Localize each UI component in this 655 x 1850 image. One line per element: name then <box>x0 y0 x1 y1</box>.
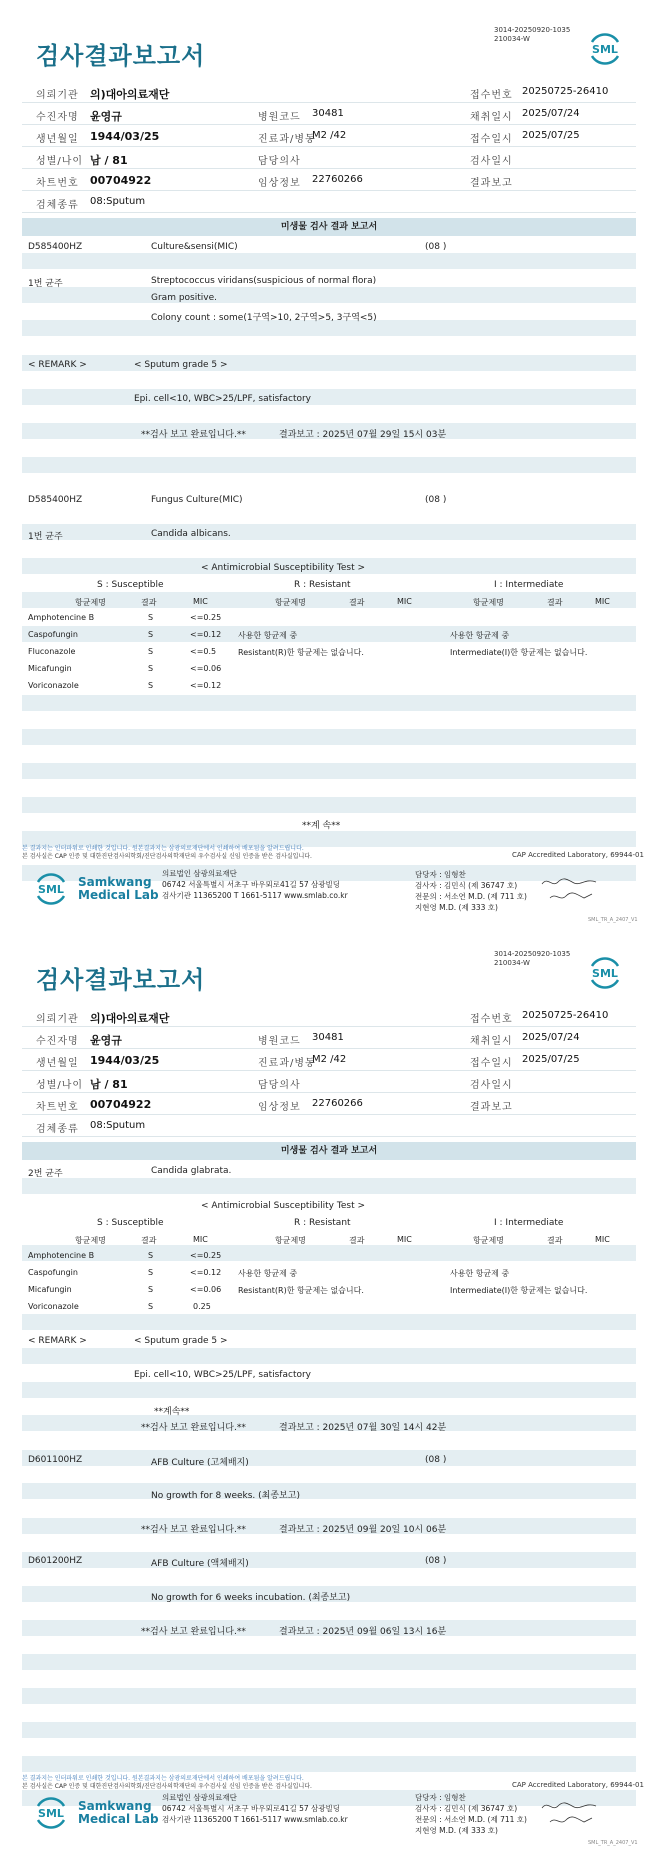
test-code: D601200HZ <box>28 1556 83 1566</box>
section-title: 미생물 검사 결과 보고서 <box>22 218 636 236</box>
drug-result: S <box>148 1268 154 1277</box>
header-row: 수진자명 윤영규 병원코드 30481 채취일시 2025/07/24 <box>22 103 636 125</box>
specimen-code: (08 ) <box>425 495 447 505</box>
document-number: 3014-20250920-1035 210034-W <box>494 950 571 967</box>
drug-mic: 0.25 <box>193 1302 211 1311</box>
report-time: 결과보고 : 2025년 07월 30일 14시 42분 <box>279 1423 447 1433</box>
ast-legend-susceptible: S : Susceptible <box>97 580 164 590</box>
test-name: Fungus Culture(MIC) <box>151 495 243 505</box>
col-result: 결과 <box>141 1236 157 1245</box>
svg-text:SML: SML <box>592 43 618 56</box>
test-name: AFB Culture (고체배지) <box>151 1458 249 1468</box>
lab-address: 의료법인 삼광의료재단 06742 서울특별시 서초구 바우뫼로41길 57 삼광빌딩 검사기관 11365200 T 1661-5117 www.smlab.co.kr <box>162 1793 348 1824</box>
continued-marker: **계 속** <box>302 821 341 831</box>
col-mic: MIC <box>397 1235 412 1244</box>
resistant-note: 사용한 항균제 중 <box>238 631 298 640</box>
drug-result: S <box>148 647 154 656</box>
drug-result: S <box>148 630 154 639</box>
report-complete: **검사 보고 완료입니다.** <box>141 1525 246 1535</box>
certification-notice: 본 검사실은 CAP 인증 및 대한진단검사의학회/진단검사의학재단의 우수검사실 신임 인증을 받은 검사실입니다. <box>22 853 312 860</box>
ast-legend-susceptible: S : Susceptible <box>97 1218 164 1228</box>
drug-name: Caspofungin <box>28 1268 78 1277</box>
drug-mic: <=0.06 <box>190 664 222 673</box>
signatories: 담당자 : 임형찬 검사자 : 김민식 (제 36747 호) 전문의 : 서소연 M.D. (제 711 호) 지현영 M.D. (제 333 호) <box>415 1793 527 1835</box>
organism-name: Candida albicans. <box>151 529 231 539</box>
header-row: 생년월일 1944/03/25 진료과/병동 M2 /42 접수일시 2025/07/25 <box>22 1049 636 1071</box>
ast-title: < Antimicrobial Susceptibility Test > <box>201 1201 365 1211</box>
drug-mic: <=0.25 <box>190 613 222 622</box>
lab-address: 의료법인 삼광의료재단 06742 서울특별시 서초구 바우뫼로41길 57 삼광빌딩 검사기관 11365200 T 1661-5117 www.smlab.co.kr <box>162 869 348 900</box>
sml-logo-icon <box>588 32 622 66</box>
sml-logo-icon <box>34 1796 68 1830</box>
drug-name: Micafungin <box>28 664 72 673</box>
report-time: 결과보고 : 2025년 09월 20일 10시 06분 <box>279 1525 447 1535</box>
ast-legend-intermediate: I : Intermediate <box>494 580 564 590</box>
patient-info-header <box>22 1005 636 1137</box>
ast-title: < Antimicrobial Susceptibility Test > <box>201 563 365 573</box>
drug-result: S <box>148 613 154 622</box>
intermediate-note: Intermediate(I)한 항균제는 없습니다. <box>450 1286 588 1295</box>
organism-name: Streptococcus viridans(suspicious of normal flora) <box>151 276 377 286</box>
drug-mic: <=0.5 <box>190 647 217 656</box>
report-complete: **검사 보고 완료입니다.** <box>141 430 246 440</box>
document-number: 3014-20250920-1035 210034-W <box>494 26 571 43</box>
col-result: 결과 <box>349 1236 365 1245</box>
header-row: 성별/나이 남 / 81 담당의사 검사일시 <box>22 1071 636 1093</box>
drug-result: S <box>148 1302 154 1311</box>
gram-stain: Gram positive. <box>151 293 217 303</box>
sml-logo-icon <box>588 956 622 990</box>
col-mic: MIC <box>193 1235 208 1244</box>
header-row: 성별/나이 남 / 81 담당의사 검사일시 <box>22 147 636 169</box>
signatories: 담당자 : 임형찬 검사자 : 김민식 (제 36747 호) 전문의 : 서소연 M.D. (제 711 호) 지현영 M.D. (제 333 호) <box>415 870 527 912</box>
afb-result: No growth for 8 weeks. (최종보고) <box>151 1491 300 1501</box>
report-complete: **검사 보고 완료입니다.** <box>141 1423 246 1433</box>
col-mic: MIC <box>595 597 610 606</box>
colony-count: Colony count : some(1구역>10, 2구역>5, 3구역<5) <box>151 313 377 323</box>
drug-name: Voriconazole <box>28 681 79 690</box>
ast-legend-resistant: R : Resistant <box>294 580 351 590</box>
signature-icon <box>540 874 600 908</box>
organism-name: Candida glabrata. <box>151 1166 232 1176</box>
test-name: AFB Culture (액체배지) <box>151 1559 249 1569</box>
header-row: 의뢰기관 의)대아의료재단 접수번호 20250725-26410 <box>22 81 636 103</box>
header-row: 차트번호 00704922 임상정보 22760266 결과보고 <box>22 169 636 191</box>
section-title: 미생물 검사 결과 보고서 <box>22 1142 636 1160</box>
report-time: 결과보고 : 2025년 07월 29일 15시 03분 <box>279 430 447 440</box>
print-notice: 본 결과지는 인터파워로 인쇄한 것입니다. 원본결과지는 삼광의료재단에서 인쇄하여 배포됨을 알려드립니다. <box>22 1775 304 1782</box>
afb-result: No growth for 6 weeks incubation. (최종보고) <box>151 1593 351 1603</box>
drug-result: S <box>148 1251 154 1260</box>
form-version: SML_TR_A_2407_V1 <box>588 1840 638 1846</box>
col-result: 결과 <box>547 1236 563 1245</box>
svg-text:SML: SML <box>592 967 618 980</box>
resistant-note: Resistant(R)한 항균제는 없습니다. <box>238 1286 364 1295</box>
cap-accreditation: CAP Accredited Laboratory, 69944-01 <box>512 1781 644 1789</box>
brand-name: Samkwang Medical Lab <box>78 875 159 902</box>
brand-name: Samkwang Medical Lab <box>78 1799 159 1826</box>
print-notice: 본 결과지는 인터파워로 인쇄한 것입니다. 원본결과지는 삼광의료재단에서 인쇄하여 배포됨을 알려드립니다. <box>22 845 304 852</box>
drug-name: Micafungin <box>28 1285 72 1294</box>
remark-label: < REMARK > <box>28 360 87 370</box>
report-time: 결과보고 : 2025년 09월 06일 13시 16분 <box>279 1627 447 1637</box>
report-complete: **검사 보고 완료입니다.** <box>141 1627 246 1637</box>
drug-result: S <box>148 681 154 690</box>
intermediate-note: Intermediate(I)한 항균제는 없습니다. <box>450 648 588 657</box>
col-result: 결과 <box>547 598 563 607</box>
organism-label: 1번 균주 <box>28 279 63 289</box>
drug-name: Fluconazole <box>28 647 76 656</box>
form-version: SML_TR_A_2407_V1 <box>588 917 638 923</box>
col-mic: MIC <box>595 1235 610 1244</box>
drug-mic: <=0.12 <box>190 1268 222 1277</box>
drug-mic: <=0.06 <box>190 1285 222 1294</box>
resistant-note: 사용한 항균제 중 <box>238 1269 298 1278</box>
specimen-code: (08 ) <box>425 242 447 252</box>
svg-text:SML: SML <box>38 883 64 896</box>
drug-name: Amphotencine B <box>28 1251 95 1260</box>
remark-label: < REMARK > <box>28 1336 87 1346</box>
epi-cell-result: Epi. cell<10, WBC>25/LPF, satisfactory <box>134 1370 312 1380</box>
drug-result: S <box>148 664 154 673</box>
sputum-grade: < Sputum grade 5 > <box>134 360 228 370</box>
cap-accreditation: CAP Accredited Laboratory, 69944-01 <box>512 851 644 859</box>
test-name: Culture&sensi(MIC) <box>151 242 238 252</box>
header-row: 차트번호 00704922 임상정보 22760266 결과보고 <box>22 1093 636 1115</box>
drug-mic: <=0.25 <box>190 1251 222 1260</box>
drug-mic: <=0.12 <box>190 630 222 639</box>
svg-text:SML: SML <box>38 1807 64 1820</box>
col-drug: 항균제명 <box>275 598 306 607</box>
report-title: 검사결과보고서 <box>36 42 206 70</box>
ast-legend-intermediate: I : Intermediate <box>494 1218 564 1228</box>
col-result: 결과 <box>349 598 365 607</box>
col-drug: 항균제명 <box>473 598 504 607</box>
drug-name: Caspofungin <box>28 630 78 639</box>
drug-name: Voriconazole <box>28 1302 79 1311</box>
specimen-code: (08 ) <box>425 1556 447 1566</box>
resistant-note: Resistant(R)한 항균제는 없습니다. <box>238 648 364 657</box>
ast-legend-resistant: R : Resistant <box>294 1218 351 1228</box>
intermediate-note: 사용한 항균제 중 <box>450 631 510 640</box>
col-drug: 항균제명 <box>75 1236 106 1245</box>
col-drug: 항균제명 <box>275 1236 306 1245</box>
sml-logo-icon <box>34 872 68 906</box>
test-code: D585400HZ <box>28 242 83 252</box>
header-row: 검체종류 08:Sputum <box>22 191 636 213</box>
continued-marker: **계속** <box>154 1407 190 1417</box>
patient-info-header <box>22 81 636 213</box>
test-code: D601100HZ <box>28 1455 83 1465</box>
header-row: 생년월일 1944/03/25 진료과/병동 M2 /42 접수일시 2025/07/25 <box>22 125 636 147</box>
header-row: 의뢰기관 의)대아의료재단 접수번호 20250725-26410 <box>22 1005 636 1027</box>
col-mic: MIC <box>193 597 208 606</box>
organism-label: 2번 균주 <box>28 1169 63 1179</box>
col-mic: MIC <box>397 597 412 606</box>
col-drug: 항균제명 <box>473 1236 504 1245</box>
certification-notice: 본 검사실은 CAP 인증 및 대한진단검사의학회/진단검사의학재단의 우수검사실 신임 인증을 받은 검사실입니다. <box>22 1783 312 1790</box>
organism-label: 1번 균주 <box>28 532 63 542</box>
header-row: 수진자명 윤영규 병원코드 30481 채취일시 2025/07/24 <box>22 1027 636 1049</box>
sputum-grade: < Sputum grade 5 > <box>134 1336 228 1346</box>
col-drug: 항균제명 <box>75 598 106 607</box>
specimen-code: (08 ) <box>425 1455 447 1465</box>
epi-cell-result: Epi. cell<10, WBC>25/LPF, satisfactory <box>134 394 312 404</box>
test-code: D585400HZ <box>28 495 83 505</box>
signature-icon <box>540 1798 600 1832</box>
report-title: 검사결과보고서 <box>36 966 206 994</box>
intermediate-note: 사용한 항균제 중 <box>450 1269 510 1278</box>
drug-mic: <=0.12 <box>190 681 222 690</box>
header-row: 검체종류 08:Sputum <box>22 1115 636 1137</box>
drug-name: Amphotencine B <box>28 613 95 622</box>
col-result: 결과 <box>141 598 157 607</box>
report-page-2 <box>0 930 655 1850</box>
drug-result: S <box>148 1285 154 1294</box>
